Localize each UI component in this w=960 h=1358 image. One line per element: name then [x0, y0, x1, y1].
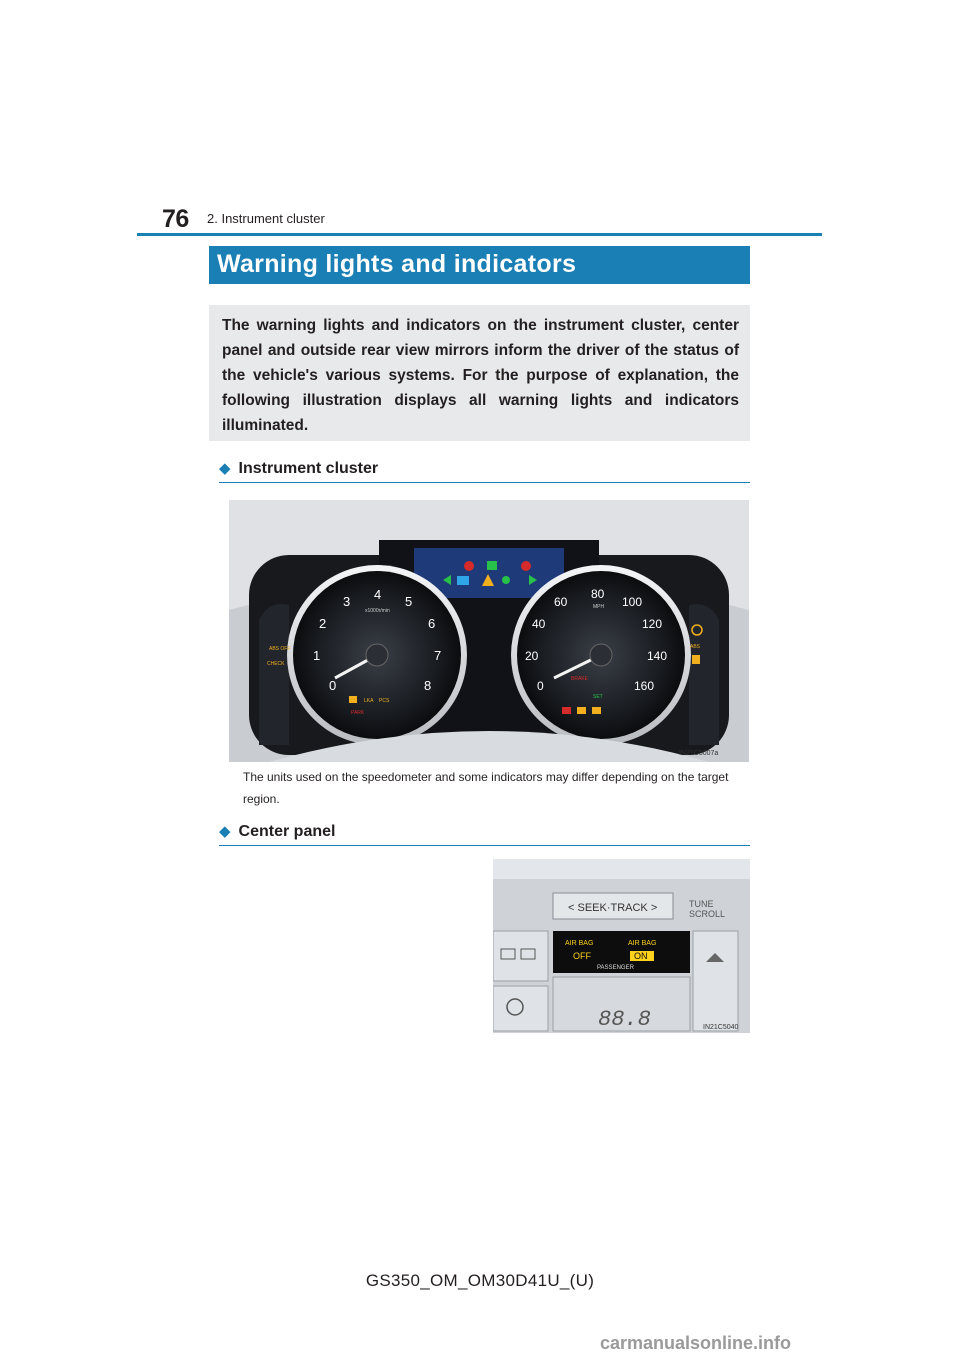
fuel-icon: [692, 655, 700, 664]
tachometer: [287, 565, 467, 745]
cruise-set-label: SET: [593, 694, 603, 700]
tach-number: 6: [428, 616, 436, 631]
instrument-cluster-illustration: [229, 500, 749, 762]
page-number: 76: [162, 205, 189, 233]
speed-number: 160: [634, 679, 655, 693]
tach-number: 8: [424, 678, 432, 693]
subheading-label: Center panel: [238, 823, 336, 840]
page-title: Warning lights and indicators: [217, 250, 577, 278]
footer-code: GS350_OM_OM30D41U_(U): [365, 1271, 595, 1290]
tail-light-indicator-icon: [502, 576, 510, 584]
scroll-label: SCROLL: [689, 909, 726, 919]
seatbelt-warning-icon: [464, 561, 474, 571]
figure-code: IN21C5007a: [679, 750, 719, 757]
tach-unit: x1000r/min: [365, 608, 390, 614]
headlight-indicator-icon: [487, 561, 497, 570]
tach-number: 2: [319, 616, 327, 631]
tach-number: 1: [313, 648, 321, 663]
tach-number: 5: [405, 594, 413, 609]
airbag-label: AIR BAG: [565, 940, 594, 947]
airbag-off-indicator: OFF: [573, 951, 591, 961]
charging-icon: [562, 707, 571, 714]
security-indicator-icon: [521, 561, 531, 571]
subheading-label: Instrument cluster: [238, 460, 379, 477]
maintenance-icon: [349, 696, 357, 703]
speed-hub: [590, 644, 612, 666]
speed-number: 100: [622, 595, 643, 609]
tach-number: 3: [343, 594, 351, 609]
subheading-rule: [219, 845, 750, 846]
brake-label: BRAKE: [571, 676, 588, 682]
vsc-icon: [577, 707, 586, 714]
speed-unit: MPH: [593, 604, 605, 610]
intro-box: [209, 305, 750, 441]
header-rule: [137, 233, 822, 236]
speed-number: 0: [537, 679, 544, 693]
lka-label: LKA: [364, 698, 374, 704]
cluster-caption: The units used on the speedometer and some indicators may differ depending on the target region.: [243, 770, 729, 806]
diamond-bullet-icon: ◆: [219, 460, 231, 477]
center-panel-illustration: [493, 859, 750, 1033]
park-label: PARK: [351, 710, 365, 716]
speed-number: 40: [532, 617, 546, 631]
seek-track-label: < SEEK·TRACK >: [568, 902, 658, 914]
abs-label: ABS: [690, 644, 701, 650]
temperature-value: 88.8: [598, 1007, 651, 1032]
pcs-label: PCS: [379, 698, 390, 704]
subheading-center-panel: [219, 822, 335, 841]
airbag-label: AIR BAG: [628, 940, 657, 947]
subheading-rule: [219, 482, 750, 483]
abs-off-label: ABS OFF: [269, 646, 291, 652]
figure-code: IN21C5040: [703, 1024, 739, 1031]
tach-number: 0: [329, 678, 337, 693]
subheading-instrument-cluster: [219, 459, 378, 478]
section-title: 2. Instrument cluster: [207, 211, 325, 226]
tune-label: TUNE: [689, 899, 714, 909]
speed-number: 140: [647, 649, 668, 663]
high-beam-icon: [457, 576, 469, 585]
title-bar: [209, 246, 750, 284]
tach-number: 7: [434, 648, 442, 663]
intro-text: The warning lights and indicators on the instrument cluster, center panel and outside rear view mirrors inform the driver of the status of the vehicle's various systems. For the purpose of explanation, the following illustration displays all warning lights and indicators illuminated.: [222, 317, 739, 434]
speedometer: [511, 565, 691, 745]
speed-number: 20: [525, 649, 539, 663]
diamond-bullet-icon: ◆: [219, 823, 231, 840]
tach-number: 4: [374, 587, 382, 602]
speed-number: 120: [642, 617, 663, 631]
speed-number: 60: [554, 595, 568, 609]
tach-hub: [366, 644, 388, 666]
watermark: carmanualsonline.info: [600, 1333, 792, 1353]
speed-number: 80: [591, 587, 605, 601]
passenger-label: PASSENGER: [597, 965, 634, 971]
check-engine-label: CHECK: [267, 661, 285, 667]
airbag-on-indicator: ON: [634, 951, 648, 961]
slip-indicator-icon: [592, 707, 601, 714]
